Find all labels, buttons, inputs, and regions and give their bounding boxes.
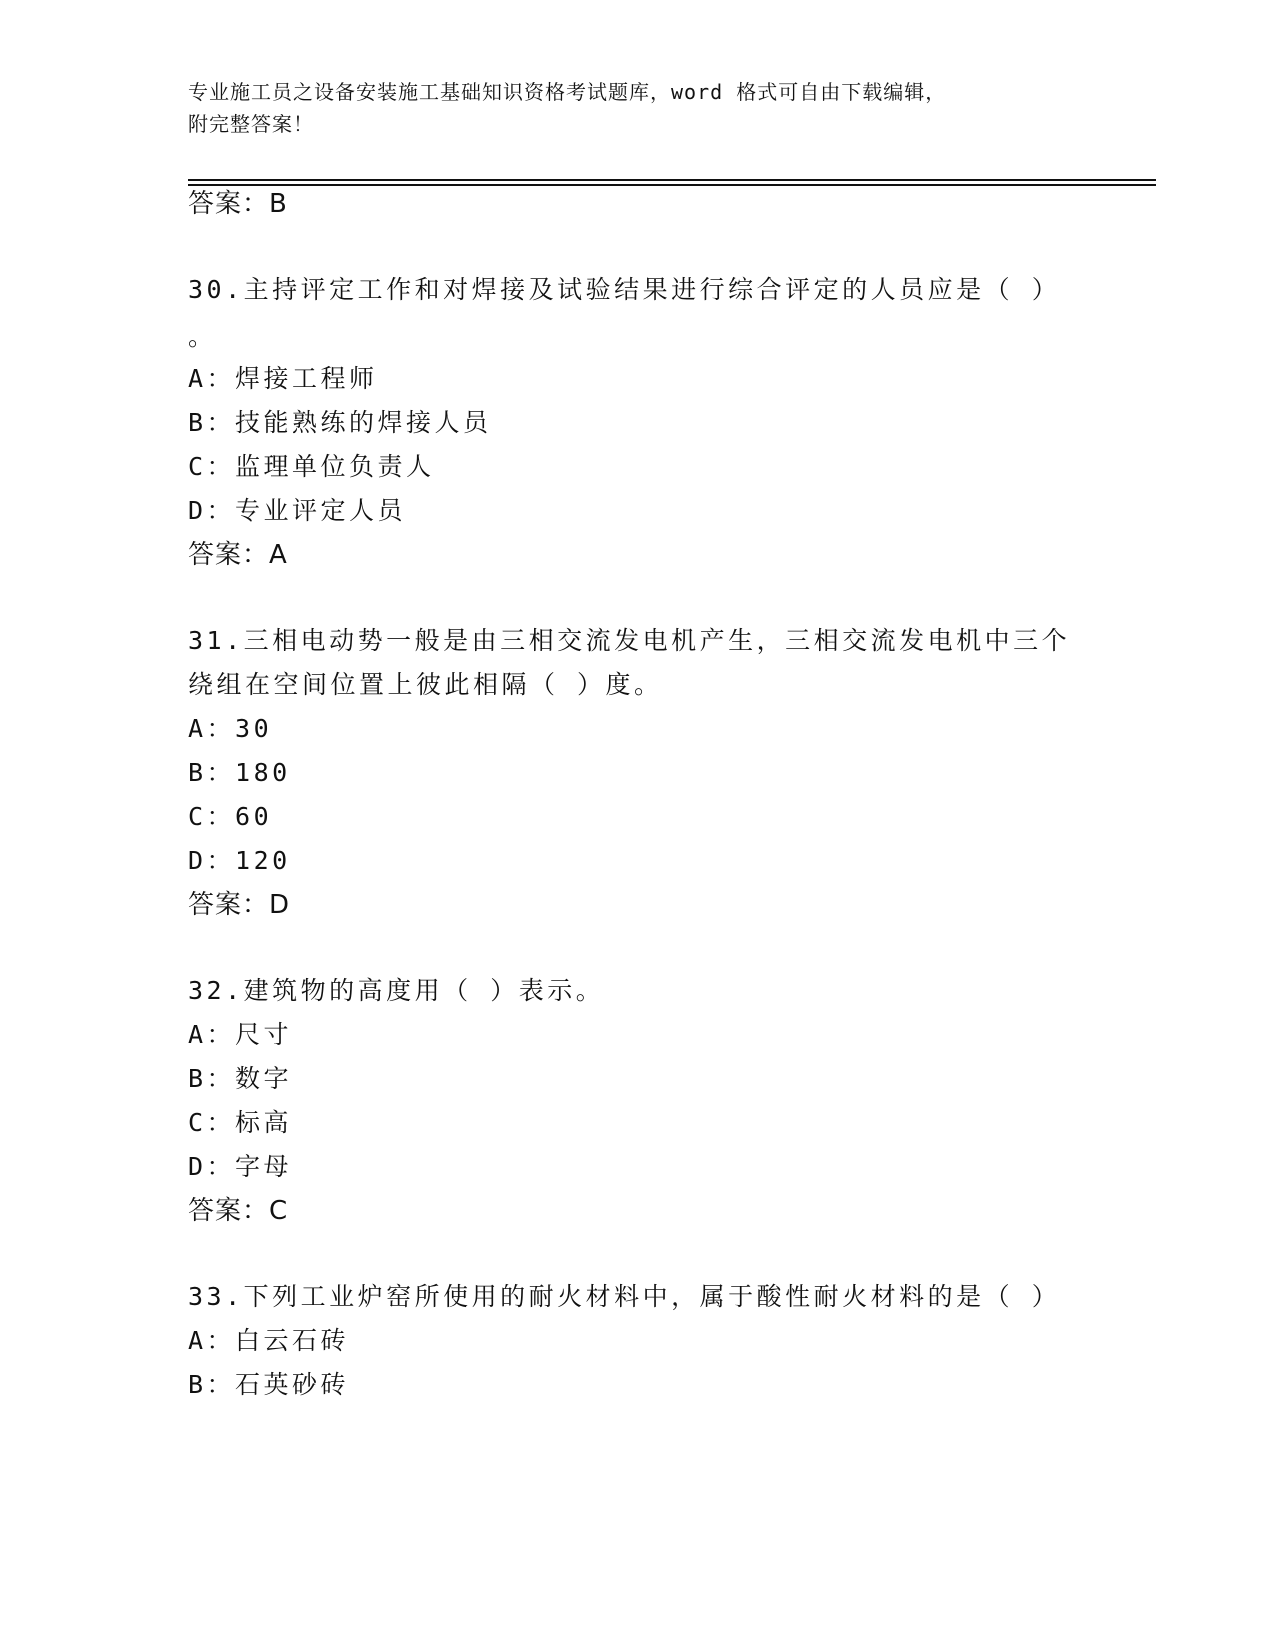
question-32-stem: 32.建筑物的高度用（ ）表示。 [188,976,605,1005]
question-30-option-d: D：专业评定人员 [188,496,407,525]
question-30-option-a: A：焊接工程师 [188,364,378,393]
question-31-option-c: C：60 [188,802,273,831]
question-31-option-d: D：120 [188,846,291,875]
header-divider-thin [188,179,1156,181]
question-32-option-c: C：标高 [188,1108,293,1137]
question-32-answer: 答案：C [188,1196,289,1226]
question-30-option-b: B：技能熟练的焊接人员 [188,408,492,437]
question-30-stem-line-2: 。 [188,322,217,351]
document-header [188,76,1088,140]
question-32-option-d: D：字母 [188,1152,293,1181]
question-30-answer: 答案：A [188,540,288,570]
header-divider-thick [188,184,1156,186]
question-33-option-b: B：石英砂砖 [188,1370,350,1399]
previous-answer: 答案：B [188,189,288,219]
question-33-option-a: A：白云石砖 [188,1326,350,1355]
question-32-option-b: B：数字 [188,1064,293,1093]
question-31-option-b: B：180 [188,758,291,787]
question-31-option-a: A：30 [188,714,273,743]
header-line-1: 专业施工员之设备安装施工基础知识资格考试题库，word 格式可自由下载编辑， [188,80,947,104]
question-31-stem-line-1: 31.三相电动势一般是由三相交流发电机产生，三相交流发电机中三个 [188,626,1071,655]
question-32-option-a: A：尺寸 [188,1020,293,1049]
question-30-stem-line-1: 30.主持评定工作和对焊接及试验结果进行综合评定的人员应是（ ） [188,275,1061,304]
header-line-2: 附完整答案！ [188,112,314,136]
question-33-stem: 33.下列工业炉窑所使用的耐火材料中，属于酸性耐火材料的是（ ） [188,1282,1061,1311]
question-31-stem-line-2: 绕组在空间位置上彼此相隔（ ）度。 [188,670,663,699]
question-30-option-c: C：监理单位负责人 [188,452,435,481]
question-31-answer: 答案：D [188,890,291,920]
